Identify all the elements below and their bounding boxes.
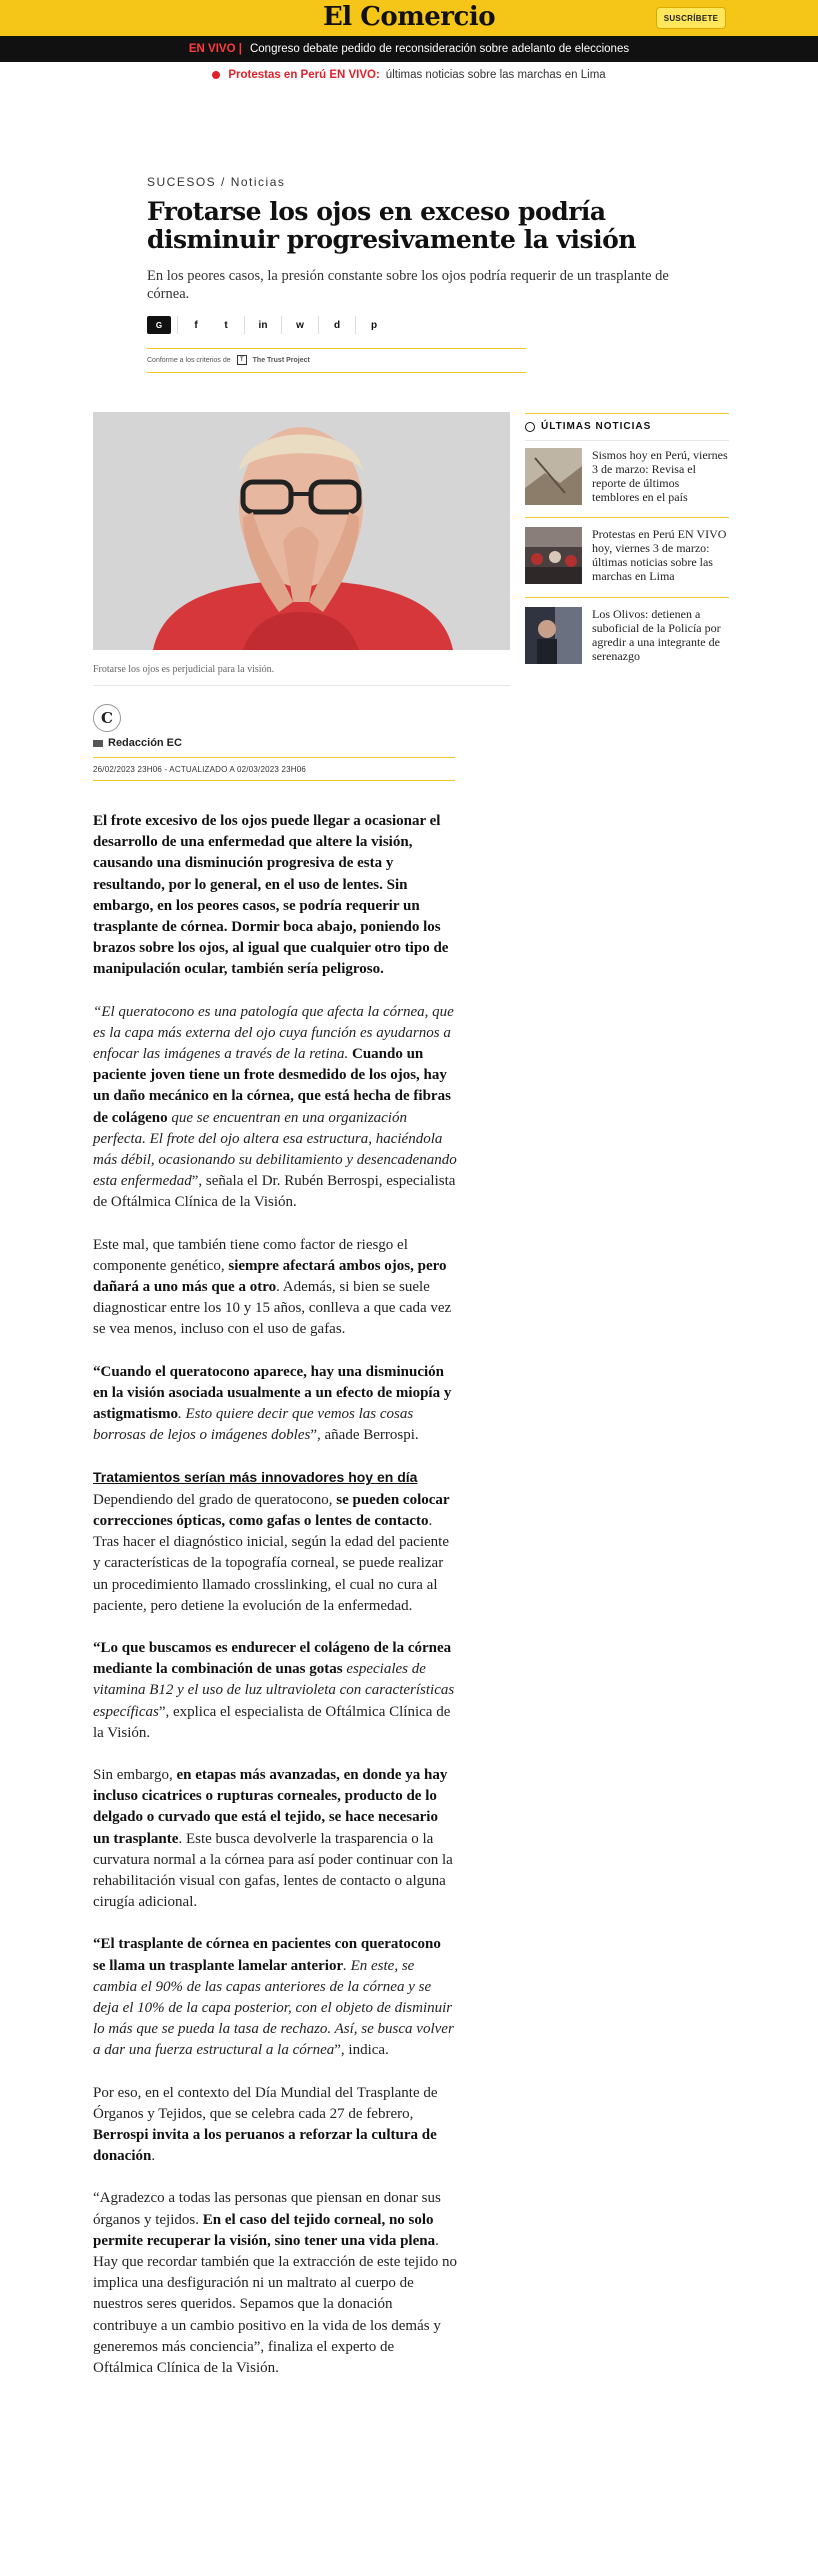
- text: Por eso, en el contexto del Día Mundial del Trasplante de Órganos y Tejidos, que se celebra cada 27 de febrero,: [93, 2084, 438, 2122]
- live-tag: EN VIVO |: [188, 43, 242, 55]
- tiktok-icon[interactable]: d: [333, 319, 341, 331]
- criteria-text: Conforme a los criterios de: [147, 356, 231, 364]
- italic-text: especiales de vitamina B12 y el uso de luz ultravioleta con características específicas: [93, 1661, 455, 1720]
- paragraph: [93, 2083, 457, 2168]
- latest-news-item[interactable]: [525, 448, 729, 518]
- bold-text: “Cuando el queratocono aparece, hay una disminución en la visión asociada usualmente a un efecto de miopía y astigmatismo: [93, 1363, 452, 1423]
- whatsapp-icon[interactable]: w: [296, 319, 304, 331]
- share-divider: [244, 316, 245, 334]
- site-logo[interactable]: El Comercio: [322, 2, 496, 32]
- latest-news-title: [525, 421, 651, 432]
- breadcrumb: [147, 175, 285, 189]
- text: Este mal, que también tiene como factor de riesgo el componente genético,: [93, 1236, 408, 1274]
- bold-text: “Lo que buscamos es endurecer el colágeno de la córnea mediante la combinación de unas gotas: [93, 1639, 452, 1678]
- news-thumbnail[interactable]: [525, 607, 582, 664]
- paragraph: [93, 1002, 457, 1214]
- divider: [93, 780, 455, 781]
- article-body: [93, 811, 457, 2400]
- article-photo: [93, 412, 510, 650]
- text: ”, indica.: [334, 2042, 389, 2059]
- divider: [525, 597, 729, 598]
- latest-news-item[interactable]: [525, 527, 729, 597]
- text: ”, señala el Dr. Rubén Berrospi, especialista de Oftálmica Clínica de la Visión.: [93, 1173, 456, 1211]
- paragraph: [93, 1467, 457, 1616]
- live-bar[interactable]: [0, 36, 818, 62]
- news-thumbnail[interactable]: [525, 448, 582, 505]
- facebook-icon[interactable]: f: [194, 319, 198, 331]
- author-avatar[interactable]: C: [93, 704, 121, 732]
- news-item-text[interactable]: Sismos hoy en Perú, viernes 3 de marzo: Revisa el reporte de últimos temblores en el país: [592, 448, 728, 504]
- paragraph: [93, 1362, 457, 1447]
- bold-text: “El trasplante de córnea en pacientes con queratocono se llama un trasplante lamelar anterior: [93, 1936, 441, 1974]
- live-dot-icon: [212, 71, 220, 79]
- mail-icon[interactable]: [93, 740, 103, 747]
- breadcrumb-separator: /: [221, 175, 226, 189]
- bold-text: En el caso del tejido corneal, no solo permite recuperar la visión, sino tener una vida plena: [93, 2211, 436, 2249]
- share-divider: [281, 316, 282, 334]
- paragraph: [93, 1765, 457, 1913]
- text: Dependiendo del grado de queratocono,: [93, 1491, 337, 1508]
- divider: [93, 685, 510, 686]
- share-divider: [318, 316, 319, 334]
- divider: [525, 413, 729, 414]
- news-item-text[interactable]: Los Olivos: detienen a suboficial de la Policía por agredir a una integrante de serenazgo: [592, 607, 721, 663]
- article-deck: En los peores casos, la presión constante sobre los ojos podría requerir de un trasplante de córnea.: [147, 268, 669, 302]
- paragraph: [93, 1235, 457, 1341]
- article-headline: Frotarse los ojos en exceso podría disminuir progresivamente la visión: [147, 197, 636, 254]
- news-item-text[interactable]: Protestas en Perú EN VIVO hoy, viernes 3 de marzo: últimas noticias sobre las marchas en Lima: [592, 527, 727, 583]
- bold-text: se pueden colocar correcciones ópticas, como gafas o lentes de contacto: [93, 1491, 450, 1529]
- criteria-brand: The Trust Project: [252, 356, 310, 364]
- ticker-highlight: Protestas en Perú EN VIVO:: [228, 69, 380, 81]
- divider: [525, 517, 729, 518]
- text: “Agradezco a todas las personas que piensan en donar sus órganos y tejidos.: [93, 2190, 441, 2228]
- italic-text: . Esto quiere decir que vemos las cosas borrosas de lejos o imágenes dobles: [93, 1406, 414, 1444]
- latest-news-item[interactable]: [525, 607, 729, 677]
- publish-dates: 26/02/2023 23H06 - ACTUALIZADO A 02/03/2023 23H06: [93, 765, 307, 774]
- author-byline[interactable]: [93, 737, 182, 749]
- trust-criteria[interactable]: [147, 355, 310, 365]
- text: . Además, si bien se suele diagnosticar entre los 10 y 15 años, conlleva a que cada vez se vea menos, incluso con el uso de gafas.: [93, 1279, 452, 1338]
- clock-icon: [525, 422, 535, 432]
- news-ticker[interactable]: [0, 62, 818, 88]
- print-icon[interactable]: p: [370, 319, 378, 331]
- breadcrumb-section[interactable]: SUCESOS: [147, 175, 217, 189]
- divider: [147, 372, 526, 373]
- share-bar: [147, 316, 386, 334]
- share-divider: [177, 316, 178, 334]
- paragraph: [93, 811, 457, 981]
- section-subhead: Tratamientos serían más innovadores hoy en día: [93, 1469, 418, 1486]
- latest-news-label: ÚLTIMAS NOTICIAS: [541, 421, 652, 432]
- divider: [147, 348, 526, 349]
- top-header: [0, 0, 818, 36]
- breadcrumb-subsection[interactable]: Noticias: [230, 175, 286, 189]
- italic-text: que se encuentran en una organización perfecta. El frote del ojo altera esa estructura, haciéndola más débil, ocasionando su debilitamiento y desencadenando esta enfermedad: [93, 1109, 457, 1190]
- text: .: [151, 2148, 156, 2165]
- text: . Este busca devolverle la trasparencia o la curvatura normal a la córnea para así poder continuar con la rehabilitación visual con gafas, lentes de contacto o alguna cirugía adicional.: [93, 1830, 453, 1911]
- italic-text: . En este, se cambia el 90% de las capas anteriores de la córnea y se deja el 10% de la capa posterior, con el objeto de disminuir lo más que se pueda la tasa de rechazo. Así, se busca volver a dar una fuerza estructural a la córnea: [93, 1957, 454, 2059]
- bold-text: El frote excesivo de los ojos puede llegar a ocasionar el desarrollo de una enfermedad que altere la visión, causando una disminución progresiva de esta y resultando, por lo general, en el uso de lentes. Sin embargo, en los peores casos, se podría requerir un trasplante de córnea. Dormir boca abajo, poniendo los brazos sobre los ojos, al igual que cualquier otro tipo de manipulación ocular, también sería peligroso.: [93, 813, 449, 978]
- twitter-icon[interactable]: t: [224, 319, 228, 331]
- bold-text: Cuando un paciente joven tiene un frote desmedido de los ojos, hay un daño mecánico en la córnea, que está hecha de fibras de colágeno: [93, 1046, 451, 1126]
- live-headline[interactable]: Congreso debate pedido de reconsideración sobre adelanto de elecciones: [249, 43, 630, 55]
- text: . Hay que recordar también que la extracción de este tejido no implica una desfiguración ni un maltrato al cuerpo de nuestros seres queridos. Sepamos que la donación contribuye a un cambio positivo en la vida de los demás y generemos más conciencia”, finaliza el experto de Oftálmica Clínica de la Visión.: [93, 2232, 458, 2376]
- text: . Tras hacer el diagnóstico inicial, según la edad del paciente y características de la topografía corneal, se puede realizar un procedimiento llamado crosslinking, el cual no cura al paciente, pero detiene la evolución de la enfermedad.: [93, 1512, 449, 1614]
- bold-text: siempre afectará ambos ojos, pero dañará a uno más que a otro: [93, 1257, 447, 1296]
- paragraph: [93, 2188, 457, 2379]
- subscribe-button[interactable]: SUSCRÍBETE: [656, 7, 726, 29]
- image-caption: Frotarse los ojos es perjudicial para la visión.: [93, 664, 275, 675]
- divider: [525, 440, 729, 441]
- author-name[interactable]: Redacción EC: [108, 737, 182, 749]
- text: Sin embargo,: [93, 1766, 177, 1783]
- linkedin-icon[interactable]: in: [258, 319, 268, 331]
- text: ”, explica el especialista de Oftálmica Clínica de la Visión.: [93, 1703, 451, 1741]
- trust-project-icon: T: [237, 355, 247, 365]
- google-news-icon[interactable]: G: [147, 316, 171, 334]
- italic-text: “El queratocono es una patología que afecta la córnea, que es la capa más externa del ojo cuya función es ayudarnos a enfocar las imágenes a través de la retina.: [93, 1003, 454, 1063]
- news-thumbnail[interactable]: [525, 527, 582, 584]
- paragraph: [93, 1934, 457, 2061]
- divider: [93, 757, 455, 758]
- bold-text: en etapas más avanzadas, en donde ya hay incluso cicatrices o rupturas corneales, producto de lo delgado o curvado que está el tejido, se hace necesario un trasplante: [93, 1766, 448, 1847]
- paragraph: [93, 1638, 457, 1744]
- text: ”, añade Berrospi.: [310, 1427, 419, 1444]
- share-divider: [355, 316, 356, 334]
- ticker-text[interactable]: últimas noticias sobre las marchas en Lima: [385, 69, 606, 81]
- bold-text: Berrospi invita a los peruanos a reforzar la cultura de donación: [93, 2126, 437, 2165]
